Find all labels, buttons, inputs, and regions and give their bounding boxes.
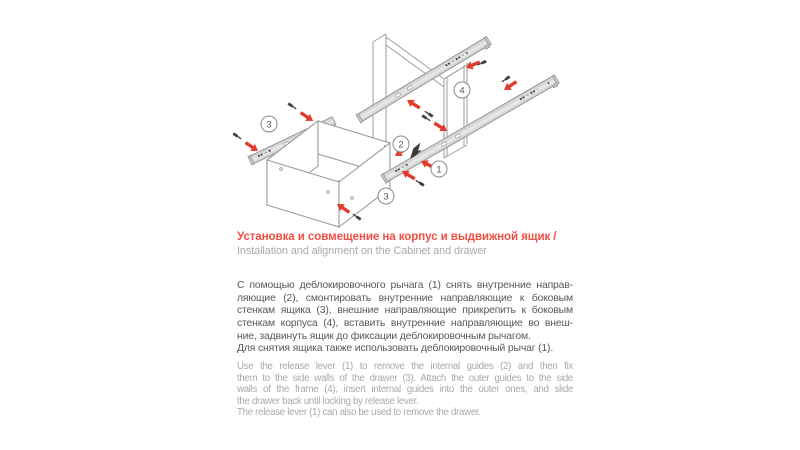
body-line: С помощью деблокировочного рычага (1) снять внутренние направ- bbox=[237, 280, 573, 291]
callout-4 bbox=[454, 82, 470, 98]
screw-icon bbox=[233, 133, 241, 138]
svg-text:2: 2 bbox=[398, 139, 404, 151]
section-title-en: Installation and alignment on the Cabinet and drawer bbox=[237, 245, 487, 257]
body-line: ние, задвинуть ящик до фиксации деблокировочным рычагом. bbox=[237, 330, 531, 342]
instructions-english bbox=[237, 361, 573, 419]
svg-text:3: 3 bbox=[383, 191, 389, 203]
body-line: стенкам ящика (3), внешние направляющие прикрепить к боковым bbox=[237, 305, 573, 317]
callout-2 bbox=[393, 136, 409, 152]
screw-icon bbox=[416, 180, 424, 185]
mounting-arrow-icon bbox=[405, 96, 422, 111]
body-line: Use the release lever (1) to remove the internal guides (2) and then fix bbox=[237, 361, 573, 372]
screw-icon bbox=[288, 103, 296, 108]
callout-3 bbox=[378, 188, 394, 204]
body-line: them to the side walls of the drawer (3). Attach the outer guides to the side bbox=[237, 372, 573, 384]
callout-3 bbox=[261, 116, 277, 132]
body-line: the drawer back until locking by release lever. bbox=[237, 395, 419, 407]
body-line: ляющие (2), смонтировать внутренние направляющие к боковым bbox=[237, 292, 573, 304]
body-line: Для снятия ящика также использовать деблокировочный рычаг (1). bbox=[237, 343, 554, 355]
body-line: The release lever (1) can also be used to remove the drawer. bbox=[237, 407, 481, 419]
mounting-arrow-icon bbox=[298, 109, 315, 124]
svg-text:1: 1 bbox=[436, 164, 442, 176]
body-line: стенкам корпуса (4), вставить внутренние направляющие во внеш- bbox=[237, 317, 573, 329]
cabinet-rail bbox=[356, 36, 492, 124]
svg-text:3: 3 bbox=[266, 119, 272, 131]
instructions-russian bbox=[237, 280, 573, 356]
screw-icon bbox=[353, 214, 361, 219]
screw-icon bbox=[425, 111, 433, 116]
callout-1 bbox=[431, 161, 447, 177]
screw-icon bbox=[422, 116, 430, 121]
body-line: walls of the frame (4), insert internal guides into the outer ones, and slide bbox=[237, 384, 573, 396]
svg-text:4: 4 bbox=[459, 85, 465, 97]
screw-icon bbox=[502, 76, 510, 81]
drawer bbox=[267, 121, 390, 227]
section-title-ru: Установка и совмещение на корпус и выдвижной ящик / bbox=[237, 230, 557, 243]
